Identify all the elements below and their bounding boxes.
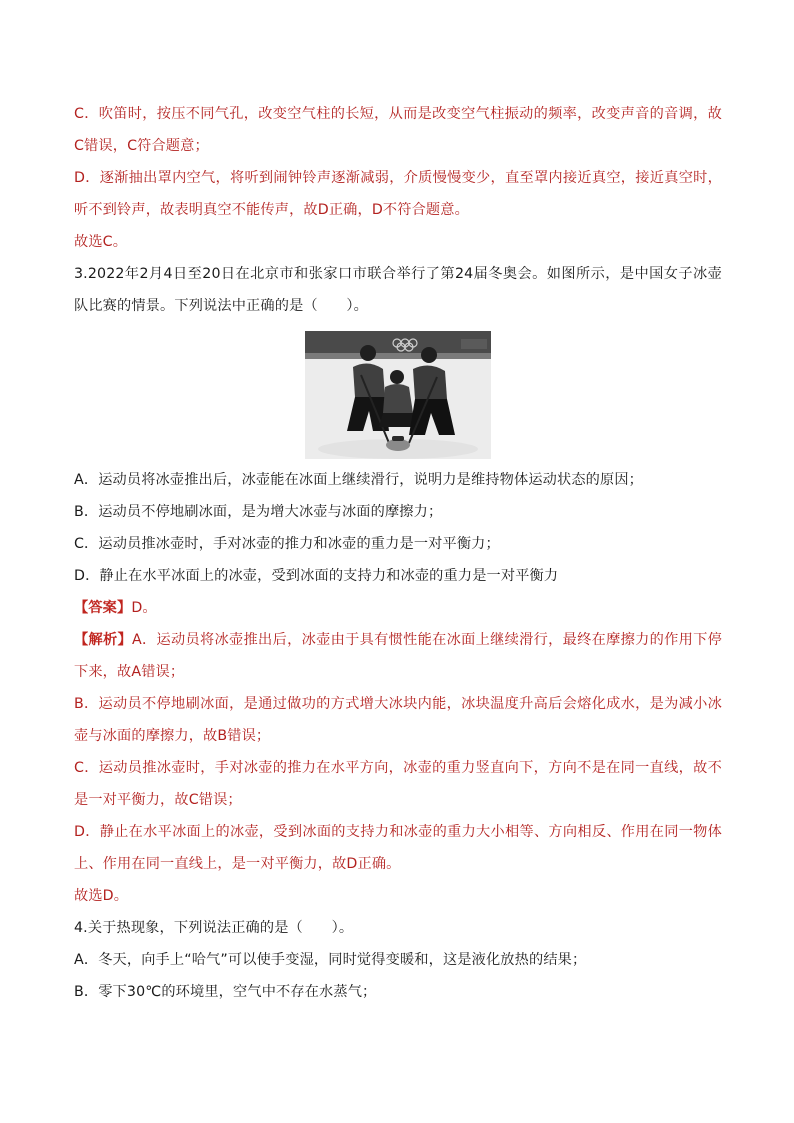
q4-stem: 4.关于热现象，下列说法正确的是（ ）。 — [74, 920, 354, 936]
answer-tag: 【答案】 — [74, 600, 132, 616]
q3-analysis-a — [74, 624, 722, 688]
q3-option-a: A．运动员将冰壶推出后，冰壶能在冰面上继续滑行，说明力是维持物体运动状态的原因； — [74, 472, 644, 488]
q3-analysis-b: B．运动员不停地刷冰面，是通过做功的方式增大冰块内能，冰块温度升高后会熔化成水，是为减小冰壶与冰面的摩擦力，故B错误； — [74, 696, 722, 744]
q3-answer — [74, 592, 722, 624]
q3-stem: 3.2022年2月4日至20日在北京市和张家口市联合举行了第24届冬奥会。如图所示，是中国女子冰壶队比赛的情景。下列说法中正确的是（ ）。 — [74, 266, 722, 314]
analysis-tag: 【解析】 — [74, 632, 133, 648]
q3-figure — [74, 331, 722, 459]
q2-option-d-analysis: D．逐渐抽出罩内空气，将听到闹钟铃声逐渐减弱，介质慢慢变少，直至罩内接近真空，接近真空时，听不到铃声，故表明真空不能传声，故D正确，D不符合题意。 — [74, 170, 722, 218]
q3-analysis-d: D．静止在水平冰面上的冰壶，受到冰面的支持力和冰壶的重力大小相等、方向相反、作用在同一物体上、作用在同一直线上，是一对平衡力，故D正确。 — [74, 824, 722, 872]
q2-conclusion: 故选C。 — [74, 234, 128, 250]
page-content — [74, 98, 722, 1008]
q4-option-a: A．冬天，向手上“哈气”可以使手变湿，同时觉得变暖和，这是液化放热的结果； — [74, 952, 587, 968]
answer-value: D。 — [131, 600, 157, 616]
q2-option-c-analysis: C．吹笛时，按压不同气孔，改变空气柱的长短，从而是改变空气柱振动的频率，改变声音的音调，故C错误，C符合题意； — [74, 106, 722, 154]
curling-photo-icon — [305, 331, 491, 459]
analysis-a-text: A．运动员将冰壶推出后，冰壶由于具有惯性能在冰面上继续滑行，最终在摩擦力的作用下停下来，故A错误； — [74, 632, 722, 680]
q3-analysis-c: C．运动员推冰壶时，手对冰壶的推力在水平方向，冰壶的重力竖直向下，方向不是在同一直线，故不是一对平衡力，故C错误； — [74, 760, 722, 808]
q4-option-b: B．零下30℃的环境里，空气中不存在水蒸气； — [74, 984, 377, 1000]
q3-conclusion: 故选D。 — [74, 888, 129, 904]
q3-option-b: B．运动员不停地刷冰面，是为增大冰壶与冰面的摩擦力； — [74, 504, 443, 520]
q3-option-c: C．运动员推冰壶时，手对冰壶的推力和冰壶的重力是一对平衡力； — [74, 536, 500, 552]
q3-option-d: D．静止在水平冰面上的冰壶，受到冰面的支持力和冰壶的重力是一对平衡力 — [74, 568, 559, 584]
